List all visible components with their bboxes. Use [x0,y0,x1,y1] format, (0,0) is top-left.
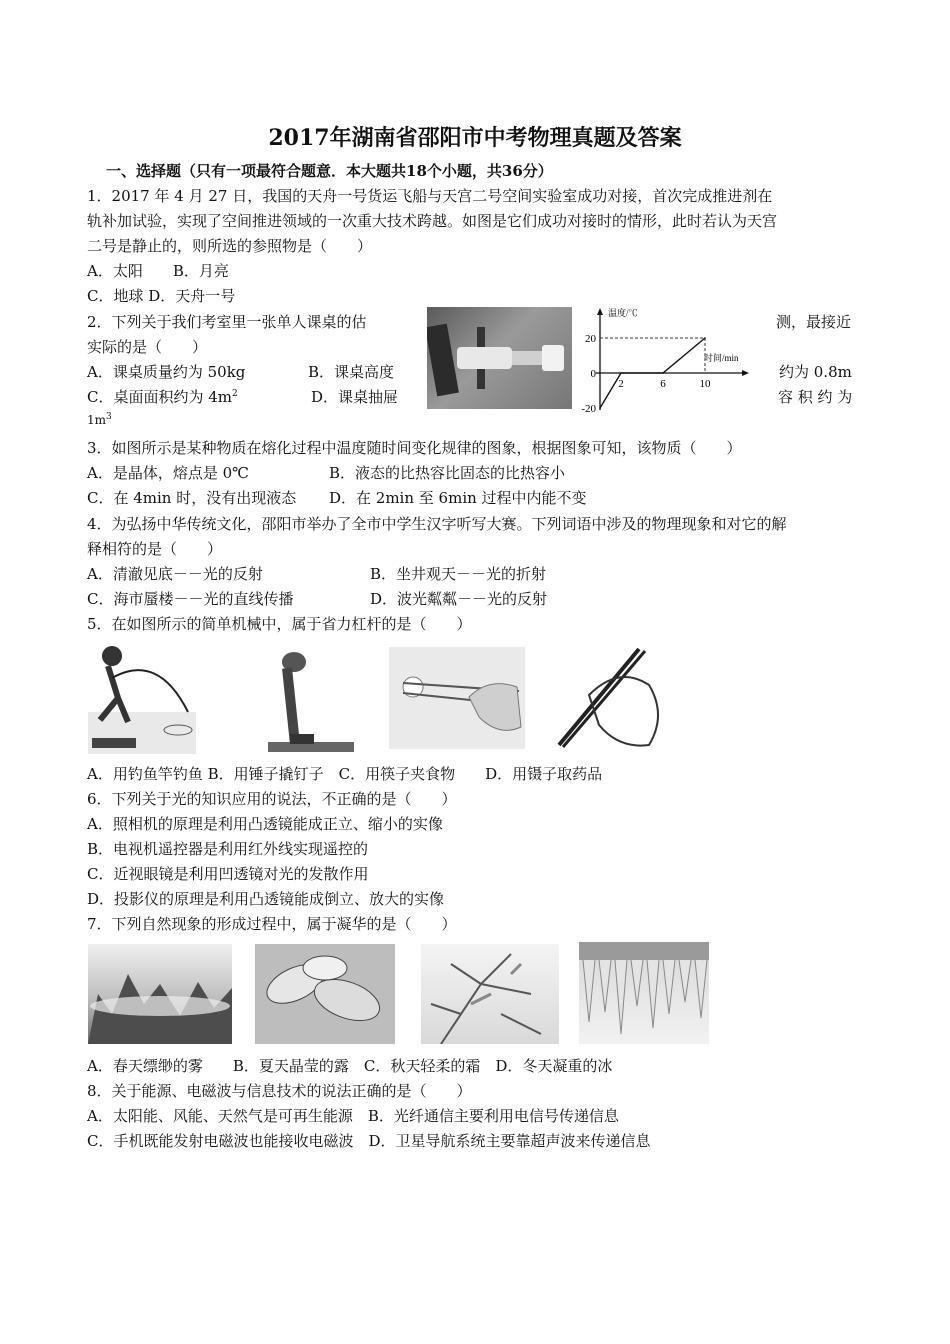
q2-option-d-unit: $1m^3$ [87,412,112,427]
q4-option-a: A．清澈见底－－光的反射 [87,565,263,583]
q1-line-3: 二号是静止的，则所选的参照物是（ ） [87,237,373,255]
q2-option-b: B．课桌高度 [308,363,395,381]
q6-line-1: 6．下列关于光的知识应用的说法，不正确的是（ ） [87,790,457,808]
x-tick-label: 10 [699,378,711,390]
q2-option-b-end: 约为 0.8m [779,363,852,381]
q1-line-2: 轨补加试验，实现了空间推进领域的一次重大技术跨越。如图是它们成功对接时的情形，此时若认为天宫 [87,212,778,230]
q2-option-a: A．课桌质量约为 50kg [87,363,246,381]
q2-option-d: D．课桌抽屉 [311,388,399,406]
space-station-docking-image [427,307,572,409]
y-axis-label: 温度/℃ [608,308,638,318]
x-tick-label: 2 [618,378,624,390]
q3-option-d: D．在 2min 至 6min 过程中内能不变 [329,489,587,507]
q6-option-b: B．电视机遥控器是利用红外线实现遥控的 [87,840,369,858]
q4-option-c: C．海市蜃楼－－光的直线传播 [87,590,294,608]
q3-option-a: A．是晶体，熔点是 0℃ [87,464,249,482]
q4-option-b: B．坐井观天－－光的折射 [370,565,547,583]
q4-line-1: 4．为弘扬中华传统文化，邵阳市举办了全市中学生汉字听写大赛。下列词语中涉及的物理现象和对它的解 [87,515,787,533]
temperature-data-point [620,372,622,374]
q6-option-a: A．照相机的原理是利用凸透镜能成正立、缩小的实像 [87,815,443,833]
y-tick-label: -20 [581,403,596,415]
fishing-rod-image [88,642,196,754]
q1-options-ab: A．太阳 B．月亮 [87,262,229,280]
q2-line-1-end: 测，最接近 [776,313,852,331]
page-title: 2017年湖南省邵阳市中考物理真题及答案 [268,125,682,151]
y-tick-label: 0 [590,368,596,380]
fog-mountains-image [88,944,232,1044]
q1-options-cd: C．地球 D．天舟一号 [87,287,236,305]
y-axis-arrow [597,308,603,315]
icicles-image [579,942,709,1044]
q5-line-1: 5．在如图所示的简单机械中，属于省力杠杆的是（ ） [87,615,472,633]
q8-options-cd: C．手机既能发射电磁波也能接收电磁波 D．卫星导航系统主要靠超声波来传递信息 [87,1132,651,1150]
temperature-time-graph [572,302,762,417]
q1-line-1: 1．2017 年 4 月 27 日，我国的天舟一号货运飞船与天宫二号空间实验室成功对接，首次完成推进剂在 [87,187,773,205]
q2-line-1: 2．下列关于我们考室里一张单人课桌的估 [87,313,367,331]
q8-line-1: 8．关于能源、电磁波与信息技术的说法正确的是（ ） [87,1082,472,1100]
temperature-data-point [599,407,601,409]
dew-leaves-image [255,944,395,1044]
q6-option-c: C．近视眼镜是利用凹透镜对光的发散作用 [87,865,369,883]
y-tick-label: 20 [585,333,596,345]
section-heading: 一、选择题（只有一项最符合题意．本大题共18个小题，共36分） [106,162,553,180]
x-axis-arrow [742,370,749,376]
temperature-data-point [704,337,706,339]
temperature-data-point [662,372,664,374]
q3-line-1: 3．如图所示是某种物质在熔化过程中温度随时间变化规律的图象，根据图象可知，该物质（ ） [87,439,742,457]
q2-option-c: C．桌面面积约为 $4m^2$ [87,388,238,406]
q4-line-2: 释相符的是（ ） [87,540,223,558]
q7-line-1: 7．下列自然现象的形成过程中，属于凝华的是（ ） [87,915,457,933]
chopsticks-image [389,647,525,749]
x-tick-label: 6 [660,378,666,390]
q8-options-ab: A．太阳能、风能、天然气是可再生能源 B．光纤通信主要利用电信号传递信息 [87,1107,619,1125]
hammer-nail-image [268,642,354,754]
frost-branches-image [421,944,559,1044]
q2-option-d-end: 容 积 约 为 [778,388,853,406]
q2-line-2: 实际的是（ ） [87,338,208,356]
q4-option-d: D．波光粼粼－－光的反射 [370,590,548,608]
q6-option-d: D．投影仪的原理是利用凸透镜能成倒立、放大的实像 [87,890,445,908]
q3-option-c: C．在 4min 时，没有出现液态 [87,489,297,507]
q7-options: A．春天缥缈的雾 B．夏天晶莹的露 C．秋天轻柔的霜 D．冬天凝重的冰 [87,1057,613,1075]
tweezers-image [549,645,669,753]
q3-option-b: B．液态的比热容比固态的比热容小 [329,464,566,482]
q5-options: A．用钓鱼竿钓鱼 B．用锤子撬钉子 C．用筷子夹食物 D．用镊子取药品 [87,765,603,783]
x-axis-label: 时间/min [704,353,739,363]
